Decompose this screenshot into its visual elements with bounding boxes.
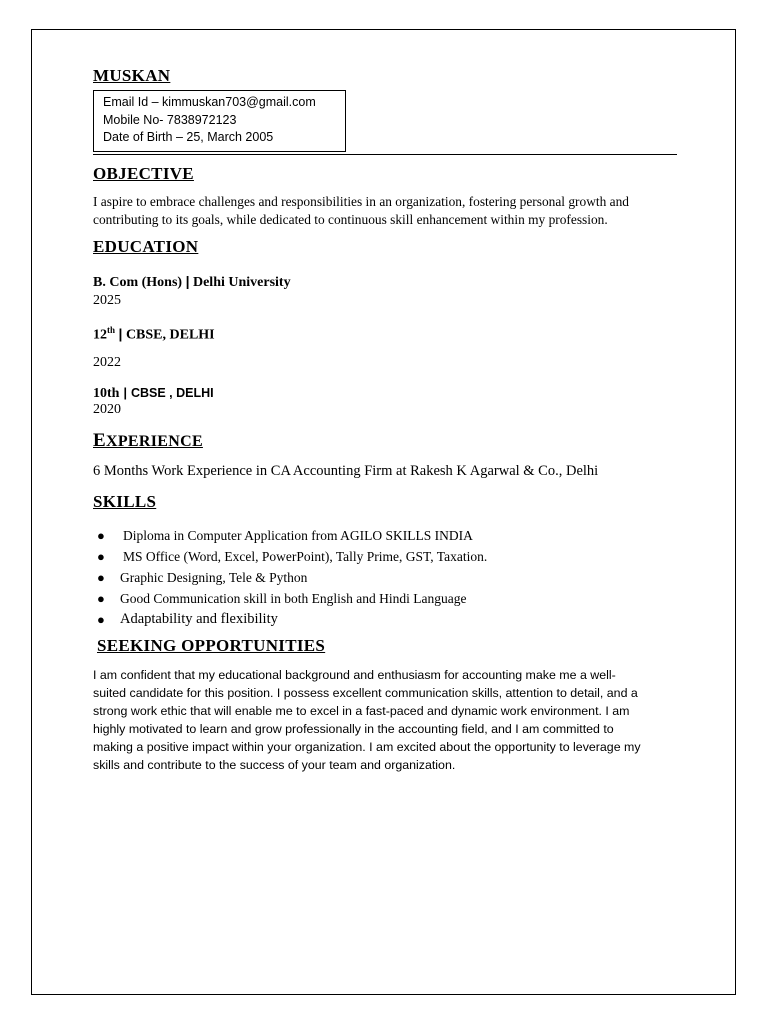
- education-heading: EDUCATION: [93, 237, 199, 256]
- objective-text: [93, 193, 629, 228]
- objective-line: I aspire to embrace challenges and responsibilities in an organization, fostering personal growth and: [93, 194, 629, 209]
- education-institution: CBSE , DELHI: [130, 386, 214, 400]
- skill-text: MS Office (Word, Excel, PowerPoint), Tally Prime, GST, Taxation.: [123, 549, 488, 564]
- objective-line: contributing to its goals, while dedicated to continuous skill enhancement within my profession.: [93, 211, 608, 227]
- header-divider: [93, 154, 677, 155]
- education-degree-suffix: th: [107, 325, 116, 335]
- skills-heading: SKILLS: [93, 492, 157, 511]
- education-entry-bcom: [93, 273, 291, 291]
- seeking-heading: SEEKING OPPORTUNITIES: [97, 636, 326, 655]
- seeking-line: I am confident that my educational background and enthusiasm for accounting make me a well-: [93, 668, 616, 682]
- skill-text: Adaptability and flexibility: [120, 611, 278, 627]
- education-separator: |: [123, 386, 127, 400]
- experience-heading-rest: XPERIENCE: [105, 433, 203, 450]
- education-degree: 12: [93, 327, 107, 343]
- education-entry-10th: [93, 384, 214, 402]
- contact-mobile: Mobile No- 7838972123: [103, 112, 237, 127]
- seeking-text: [93, 666, 683, 774]
- experience-text: 6 Months Work Experience in CA Accounting Firm at Rakesh K Agarwal & Co., Delhi: [93, 463, 599, 479]
- contact-email: Email Id – kimmuskan703@gmail.com: [103, 95, 316, 109]
- contact-box: [93, 90, 346, 152]
- seeking-line: highly motivated to learn and grow professionally in the accounting field, and I am committed to: [93, 722, 614, 736]
- education-entry-12th: [93, 325, 215, 344]
- seeking-line: strong work ethic that will enable me to excel in a fast-paced and dynamic work environment. I am: [93, 704, 630, 718]
- bullet-icon: ●: [97, 570, 105, 585]
- bullet-icon: ●: [97, 549, 105, 564]
- education-degree: 10th: [93, 386, 120, 401]
- education-degree: B. Com (Hons): [93, 275, 183, 290]
- education-separator: |: [118, 325, 123, 342]
- education-separator: |: [185, 273, 190, 289]
- bullet-icon: ●: [97, 591, 105, 606]
- skill-text: Graphic Designing, Tele & Python: [120, 570, 308, 585]
- bullet-icon: ●: [97, 612, 105, 627]
- education-year: 2025: [93, 293, 121, 308]
- contact-dob: Date of Birth – 25, March 2005: [103, 130, 274, 144]
- seeking-line: skills and contribute to the success of your team and organization.: [93, 758, 456, 772]
- skill-text: Diploma in Computer Application from AGILO SKILLS INDIA: [123, 528, 473, 543]
- seeking-line: making a positive impact within your organization. I am excited about the opportunity to leverage my: [93, 740, 641, 754]
- seeking-line: suited candidate for this position. I possess excellent communication skills, attention to detail, and a: [93, 686, 638, 700]
- education-institution: Delhi University: [192, 275, 291, 290]
- education-year: 2020: [93, 402, 121, 417]
- candidate-name: MUSKAN: [93, 66, 171, 85]
- experience-heading-initial: E: [93, 430, 106, 451]
- bullet-icon: ●: [97, 528, 105, 543]
- education-institution: CBSE, DELHI: [125, 327, 215, 343]
- objective-heading: OBJECTIVE: [93, 164, 194, 183]
- experience-heading: [93, 430, 203, 452]
- education-year: 2022: [93, 355, 121, 370]
- skill-text: Good Communication skill in both English and Hindi Language: [120, 591, 467, 606]
